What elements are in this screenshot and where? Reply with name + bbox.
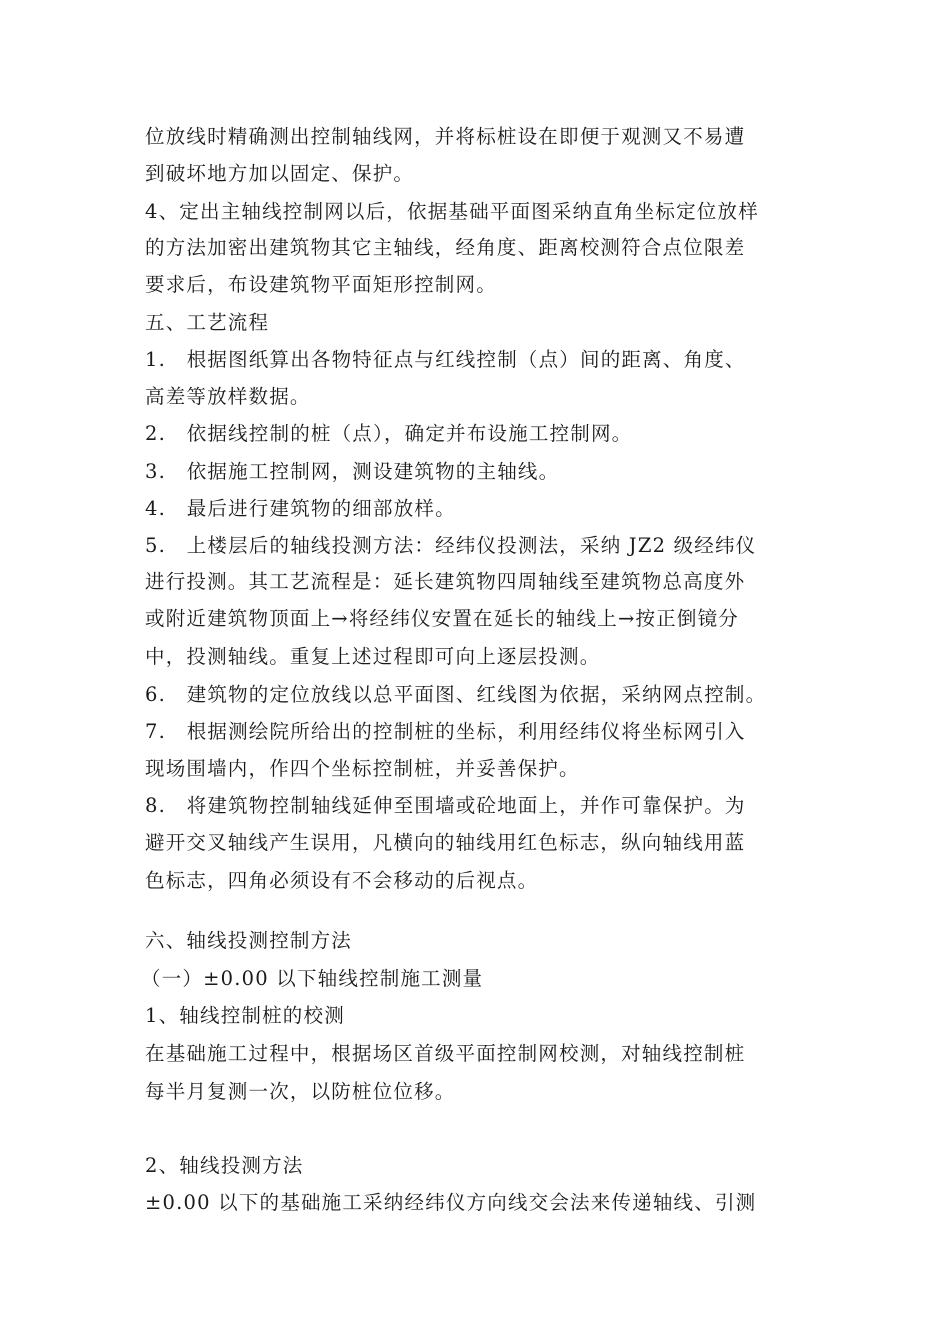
text-line: 的方法加密出建筑物其它主轴线，经角度、距离校测符合点位限差: [145, 236, 746, 259]
text-line: 4、定出主轴线控制网以后，依据基础平面图采纳直角坐标定位放样: [145, 200, 759, 223]
text-line: 色标志，四角必须设有不会移动的后视点。: [145, 869, 539, 892]
text-line: 8. 将建筑物控制轴线延伸至围墙或砼地面上，并作可靠保护。为: [145, 794, 746, 817]
subsection-heading: 1、轴线控制桩的校测: [145, 1004, 345, 1027]
section-heading: 六、轴线投测控制方法: [145, 929, 353, 952]
text-line: 避开交叉轴线产生误用，凡横向的轴线用红色标志，纵向轴线用蓝: [145, 831, 746, 854]
text-line: 7. 根据测绘院所给出的控制桩的坐标，利用经纬仪将坐标网引入: [145, 720, 746, 743]
text-line: 或附近建筑物顶面上→将经纬仪安置在延长的轴线上→按正倒镜分: [145, 607, 739, 630]
text-line: 每半月复测一次，以防桩位位移。: [145, 1080, 456, 1103]
text-line: 进行投测。其工艺流程是：延长建筑物四周轴线至建筑物总高度外: [145, 570, 746, 593]
section-heading: 五、工艺流程: [145, 311, 270, 334]
text-line: 4. 最后进行建筑物的细部放样。: [145, 497, 456, 520]
text-line: 要求后，布设建筑物平面矩形控制网。: [145, 273, 497, 296]
text-line: 高差等放样数据。: [145, 385, 311, 408]
subsection-heading: （一）±0.00 以下轴线控制施工测量: [141, 967, 484, 990]
text-line: 位放线时精确测出控制轴线网，并将标桩设在即便于观测又不易遭: [145, 125, 746, 148]
text-line: 1. 根据图纸算出各物特征点与红线控制（点）间的距离、角度、: [145, 348, 746, 371]
text-line: 3. 依据施工控制网，测设建筑物的主轴线。: [145, 460, 560, 483]
text-line: 现场围墙内，作四个坐标控制桩，并妥善保护。: [145, 757, 580, 780]
text-line: 到破坏地方加以固定、保护。: [145, 162, 415, 185]
text-line: 6. 建筑物的定位放线以总平面图、红线图为依据，采纳网点控制。: [145, 683, 767, 706]
text-line: 5. 上楼层后的轴线投测方法：经纬仪投测法，采纳 JZ2 级经纬仪: [145, 534, 757, 557]
text-line: 2. 依据线控制的桩（点），确定并布设施工控制网。: [145, 422, 633, 445]
text-line: ±0.00 以下的基础施工采纳经纬仪方向线交会法来传递轴线、引测: [145, 1191, 757, 1214]
subsection-heading: 2、轴线投测方法: [145, 1154, 304, 1177]
text-line: 在基础施工过程中，根据场区首级平面控制网校测，对轴线控制桩: [145, 1042, 746, 1065]
text-line: 中，投测轴线。重复上述过程即可向上逐层投测。: [145, 645, 601, 668]
